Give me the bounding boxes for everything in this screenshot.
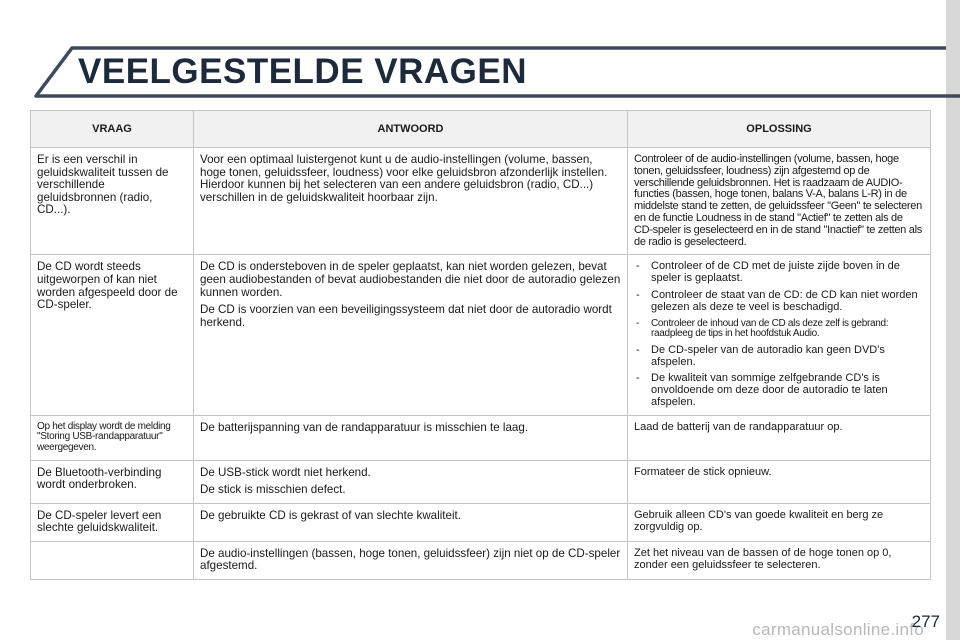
answer-paragraph: De CD is voorzien van een beveiligingssysteem dat niet door de autoradio wordt herkend. xyxy=(200,303,612,329)
solution-cell: Gebruik alleen CD's van goede kwaliteit en berg ze zorgvuldig op. xyxy=(628,503,931,541)
solution-cell: Controleer of de audio-instellingen (volume, bassen, hoge tonen, geluidssfeer, loudness) zijn afgestemd op de verschillende geluidsbronnen. Het is raadzaam de AUDIO-functies (bassen, hoge tonen, balans V-A, balans L-R) in de middelste stand te zetten, de geluidssfeer "Geen" te selecteren en de functie Loudness in de stand "Actief" te zetten als de CD-speler is geselecteerd en in de stand "Inactief" te zetten als de radio is geselecteerd. xyxy=(628,148,931,255)
solution-item: - Controleer of de CD met de juiste zijde boven in de speler is geplaatst. xyxy=(634,261,924,285)
solution-cell: Formateer de stick opnieuw. xyxy=(628,460,931,503)
solution-cell: Zet het niveau van de bassen of de hoge tonen op 0, zonder een geluidssfeer te selecteren. xyxy=(628,541,931,579)
header-solution: OPLOSSING xyxy=(628,111,931,148)
solution-item: - De CD-speler van de autoradio kan geen DVD's afspelen. xyxy=(634,345,924,369)
question-cell: Op het display wordt de melding "Storing USB-randapparatuur" weergegeven. xyxy=(31,415,194,460)
page-title: VEELGESTELDE VRAGEN xyxy=(78,52,528,91)
table-row xyxy=(31,541,931,579)
question-cell: De CD wordt steeds uitgeworpen of kan niet worden afgespeeld door de CD-speler. xyxy=(31,255,194,415)
table-row xyxy=(31,255,931,415)
question-cell: De Bluetooth-verbinding wordt onderbroken. xyxy=(31,460,194,503)
solution-cell xyxy=(628,255,931,415)
question-cell xyxy=(31,541,194,579)
faq-table xyxy=(30,110,931,580)
page-number: 277 xyxy=(911,612,940,631)
question-cell: De CD-speler levert een slechte geluidskwaliteit. xyxy=(31,503,194,541)
solution-cell: Laad de batterij van de randapparatuur op. xyxy=(628,415,931,460)
answer-cell xyxy=(194,460,628,503)
solution-item: - Controleer de inhoud van de CD als deze zelf is gebrand: raadpleeg de tips in het hoofdstuk Audio. xyxy=(634,319,924,340)
answer-paragraph: De USB-stick wordt niet herkend. xyxy=(200,465,371,479)
answer-cell: De batterijspanning van de randapparatuur is misschien te laag. xyxy=(194,415,628,460)
watermark: carmanualsonline.info xyxy=(752,620,924,639)
solution-item: - Controleer de staat van de CD: de CD kan niet worden gelezen als deze te veel is beschadigd. xyxy=(634,290,924,314)
table-row xyxy=(31,503,931,541)
answer-cell: De audio-instellingen (bassen, hoge tonen, geluidssfeer) zijn niet op de CD-speler afgestemd. xyxy=(194,541,628,579)
answer-cell xyxy=(194,255,628,415)
answer-cell: Voor een optimaal luistergenot kunt u de audio-instellingen (volume, bassen, hoge tonen, geluidssfeer, loudness) voor elke geluidsbron afzonderlijk instellen. Hierdoor kunnen bij het selecteren van een andere geluidsbron (radio, CD...) verschillen in de geluidskwaliteit hoorbaar zijn. xyxy=(194,148,628,255)
header-question: VRAAG xyxy=(31,111,194,148)
answer-paragraph: De stick is misschien defect. xyxy=(200,483,346,497)
header-answer: ANTWOORD xyxy=(194,111,628,148)
table-row xyxy=(31,148,931,255)
table-row xyxy=(31,460,931,503)
table-row xyxy=(31,415,931,460)
solution-item: - De kwaliteit van sommige zelfgebrande CD's is onvoldoende om deze door de autoradio te laten afspelen. xyxy=(634,373,924,408)
answer-cell: De gebruikte CD is gekrast of van slechte kwaliteit. xyxy=(194,503,628,541)
question-cell: Er is een verschil in geluidskwaliteit tussen de verschillende geluidsbronnen (radio, CD...). xyxy=(31,148,194,255)
solution-list xyxy=(634,261,924,408)
answer-paragraph: De CD is ondersteboven in de speler geplaatst, kan niet worden gelezen, bevat geen audiobestanden of bevat audiobestanden die niet door de autoradio gelezen kunnen worden. xyxy=(200,260,621,299)
table-header-row xyxy=(31,111,931,148)
